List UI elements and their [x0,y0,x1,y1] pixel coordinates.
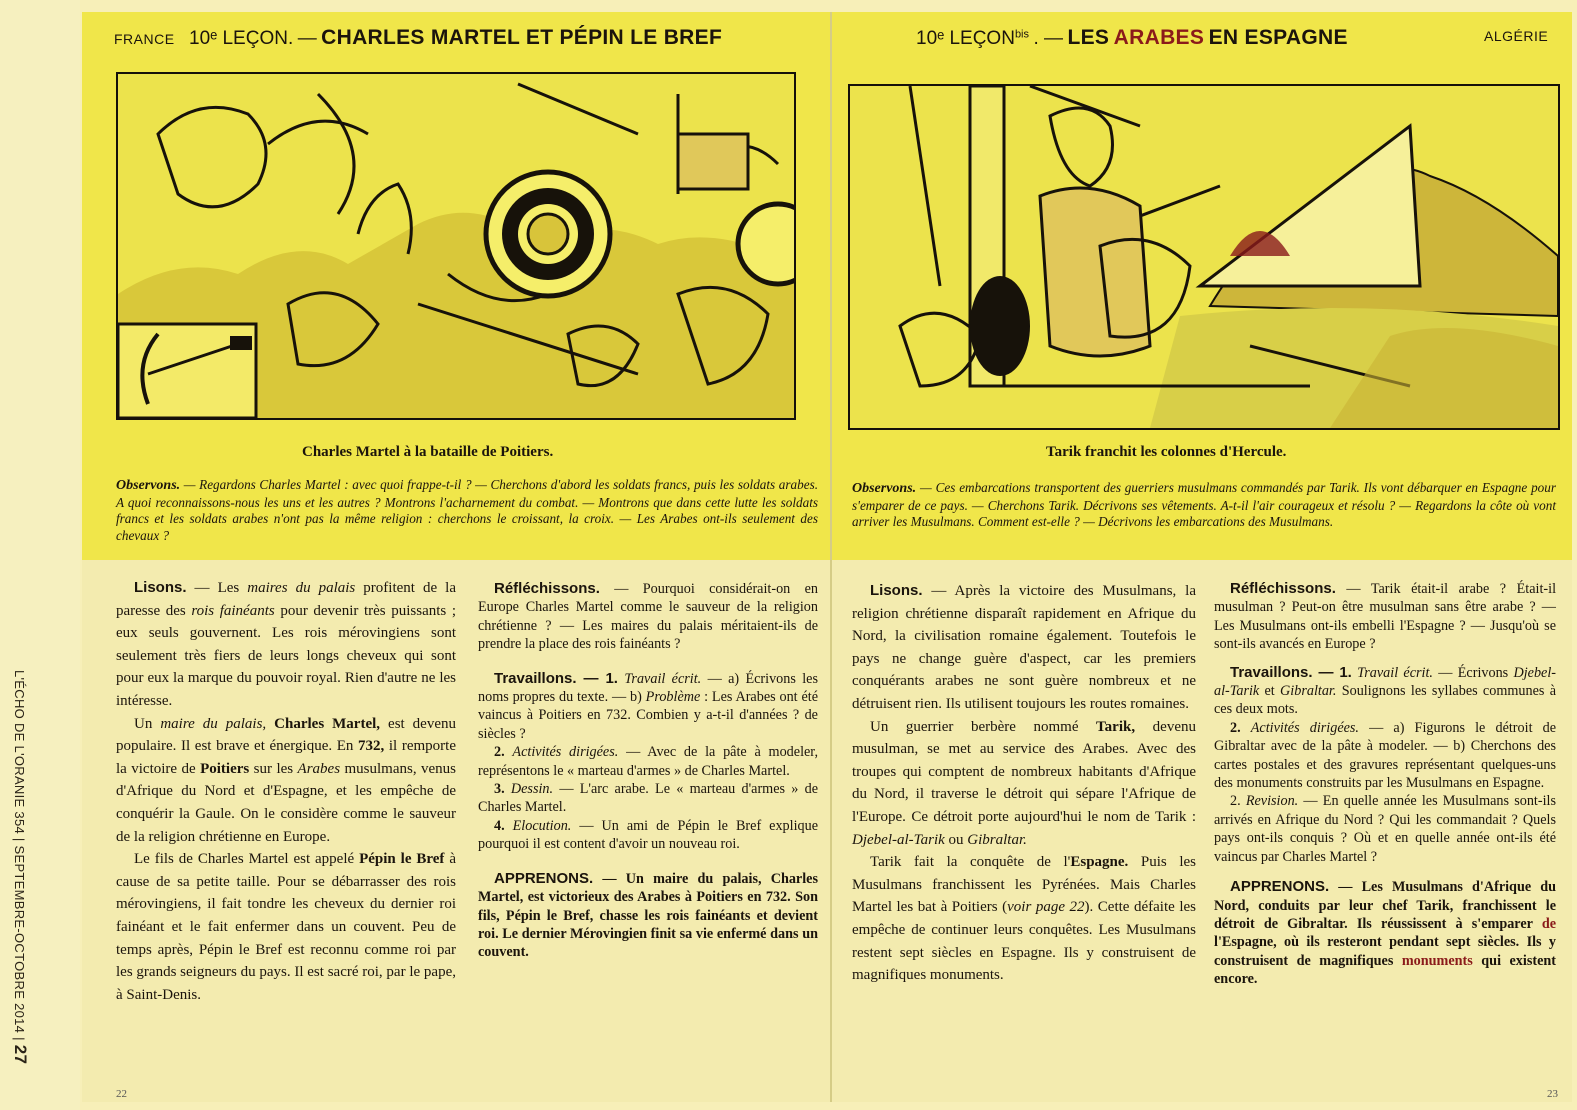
text-run: ou [944,831,968,848]
text-run: — Tarik était-il arabe ? Était-il musulman ? Peut-on être musulman sans être arabe ? — Les Musulmans ont-ils embelli l'Espagne ? — Jusqu'où se sont-ils avancés en Europe ? [1214,581,1557,653]
text-run: Activités dirigées. [512,744,619,761]
text-run: qui existent encore. [1214,952,1556,988]
text-run: et [1259,683,1281,700]
left-header-country: FRANCE [114,31,175,47]
right-lisons-label: Lisons. [870,582,923,599]
folio: 27 [11,1044,30,1065]
left-observons [116,477,818,544]
right-caption: Tarik franchit les colonnes d'Hercule. [1046,444,1287,460]
right-exercises-column [1214,580,1556,989]
left-illustration [116,72,796,420]
right-reflechissons-label: Réfléchissons. [1230,580,1336,597]
text-run: Puis les Musulmans franchissent les Pyrénées. Mais Charles Martel les bat à Poitiers ( [852,854,1197,916]
text-run: devenu musulman, se met au service des Arabes. Avec des troupes qui comptent de nombreux habitants d'Afrique du Nord, il traverse le détroit qui sépare l'Afrique de l'Europe. Ce détroit porte aujourd'hui le nom de Tarik : [852,718,1196,825]
text-run: Gibraltar. [1280,683,1337,700]
right-header [916,26,1348,50]
right-illustration [848,84,1560,430]
text-run: à cause de sa petite taille. Pour se débarrasser des rois mérovingiens, il fait tondre les cheveux du dernier roi fainéant et le fait enfermer dans un couvent. Peu de temps après, Pépin le Bref est reconnu comme roi par les grands seigneurs du pays. Il est sacré roi, par le pape, à Saint-Denis. [116,851,456,1003]
text-run: — Après la victoire des Musulmans, la religion chrétienne disparaît rapidement en Afrique du Nord, la civilisation romaine également. Toutefois le pays ne change guère d'aspect, car les premiers conquérants arabes ne sont guère nombreux et ne détruisent rien. Ils utilisent toujours les routes romaines. [852,583,1197,712]
text-run: profitent de la paresse des [116,580,456,619]
right-lisons-p2 [852,716,1196,852]
text-run: Dessin. [510,781,554,798]
text-run: 732, [358,738,385,755]
shield-emblem [486,172,610,296]
text-run: Soulignons les syllabes communes à ces deux mots. [1214,683,1556,718]
text-run: — Les Musulmans d'Afrique du Nord, conduits par leur chef Tarik, franchissent le détroit de Gibraltar. Ils réussissent à s'emparer [1214,879,1557,932]
text-run: monuments [1401,952,1473,969]
right-header-title-b: EN ESPAGNE [1208,26,1348,49]
text-run: Tarik, [1096,718,1136,735]
text-run: il remporte la victoire de [116,738,456,777]
right-observons-label: Observons. [852,481,917,496]
left-observons-label: Observons. [116,478,181,493]
right-lisons-p3 [852,851,1196,987]
spacer [1214,866,1556,878]
text-run: Revision. [1245,793,1299,810]
text-run: ). Cette défaite les empêche de continuer leurs conquêtes. Les Musulmans restent sept siècles en Espagne. Ils y construisent de magnifiques monuments. [852,899,1196,984]
text-run: Poitiers [200,760,250,777]
right-page-number: 23 [1547,1088,1558,1100]
text-run: musulmans, venus d'Afrique du Nord et d'Espagne, et les empêche de conquérir la Gaule. On le considère comme le sauveur de la religion chrétienne en Europe. [116,760,456,845]
left-header-title: CHARLES MARTEL ET PÉPIN LE BREF [321,26,723,49]
text-run: rois fainéants [191,602,275,619]
text-run: — a) Figurons le détroit de Gibraltar avec de la pâte à modeler. — b) Cherchons des cartes postales et des gravures représentant quelques-uns des monuments construits par les Musulmans en Espagne. [1214,719,1557,792]
left-lisons-p3 [116,848,456,1006]
right-apprenons-label: APPRENONS. [1230,878,1330,896]
left-header-dash: — [297,28,317,49]
text-run: — a) Écrivons les noms propres du texte. — b) [478,670,818,706]
right-header-lesson: 10ᵉ LEÇON [916,28,1015,49]
right-observons-text: — Ces embarcations transportent des guerriers musulmans commandés par Tarik. Ils vont débarquer en Espagne pour s'emparer de ce pays. — Cherchons Tarik. Décrivons ses vêtements. A-t-il l'air courageux et résolu ? — Regardons la côte où vont arriver les Musulmans. Comment est-elle ? — Décrivons les embarcations des Musulmans. [852,480,1556,529]
right-page [832,12,1572,1102]
spacer [1214,654,1556,664]
left-lisons-p2 [116,713,456,849]
left-caption: Charles Martel à la bataille de Poitiers. [302,444,554,460]
left-header [114,26,722,50]
text-run: Djebel-al-Tarik [852,831,945,848]
text-run: Gibraltar. [967,831,1027,848]
text-run: Le fils de Charles Martel est appelé [134,851,360,868]
text-run: est devenu populaire. Il est brave et énergique. En [116,715,456,755]
left-reflechissons-label: Réfléchissons. [494,580,600,597]
spacer [478,654,818,670]
text-run: — Écrivons [1438,664,1514,681]
left-apprenons-label: APPRENONS. [494,869,594,887]
text-run: Travail écrit. [1357,664,1433,681]
spacer [478,854,818,870]
text-run: pour devenir très puissants ; eux seuls gouvernent. Les rois mérovingiens sont seulement très fiers de leurs longs cheveux qui sont pour eux la marque du pouvoir royal. Rien d'autre ne les intéresse. [116,602,456,709]
text-run: — Un maire du palais, Charles Martel, est victorieux des Arabes à Poitiers en 732. Son fils, Pépin le Bref, chasse les rois fainéants et devient roi. Le dernier Mérovingien finit sa vie enfermé dans un couvent. [478,870,818,961]
text-run: Tarik fait la conquête de l' [870,854,1071,871]
text-run: sur les [249,760,298,777]
left-observons-text: — Regardons Charles Martel : avec quoi frappe-t-il ? — Cherchons d'abord les soldats francs, puis les soldats arabes. A quoi reconnaissons-nous les uns et les autres ? Montrons l'acharnement du combat. — Montrons que dans cette lutte les soldats francs et les soldats arabes n'ont pas la même religion : cherchons le croissant, la croix. — Les Arabes ont-ils seulement des chevaux ? [116,477,819,543]
left-travaillons-2 [478,743,818,780]
text-run: maire du palais, [160,715,267,732]
left-exercises-column [478,580,818,962]
text-run: Arabes [297,760,341,777]
running-head [8,670,30,1100]
left-travaillons-4 [478,817,818,854]
text-run: — Les [194,580,248,596]
text-run: 3. [494,781,505,798]
text-run: — Pourquoi considérait-on en Europe Charles Martel comme le sauveur de la religion chrétienne ? — Les maires du palais méritaient-ils de prendre la place des rois fainéants ? [478,581,818,653]
text-run: Elocution. [512,817,572,834]
left-travaillons-label: Travaillons. — 1. [494,669,618,687]
text-run: voir page 22 [1007,899,1085,916]
right-header-country: ALGÉRIE [1484,28,1549,44]
left-lisons-label: Lisons. [134,579,187,596]
text-run: 4. [494,817,505,834]
left-apprenons [478,870,818,962]
ship-illustration [850,86,1558,428]
right-lisons-p1 [852,580,1196,716]
right-header-title-red: ARABES [1113,26,1205,49]
text-run: — En quelle année les Musulmans sont-ils arrivés en Afrique du Nord ? Qui les commandait ? Quels pays ont-ils conquis ? Où et en quelle année ont-ils été vaincus par Charles Martel ? [1214,793,1556,865]
text-run: l'Espagne, où ils resteront pendant sept siècles. Ils y construisent de magnifiques [1214,934,1556,969]
text-run: Pépin le Bref [359,851,445,868]
left-page-number: 22 [116,1088,127,1100]
text-run: Espagne. [1070,854,1129,871]
right-observons [852,480,1556,531]
text-run: 2. [494,744,505,761]
text-run: Djebel-al-Tarik [1214,664,1557,700]
running-head-text: L'ÉCHO DE L'ORANIE 354 | SEPTEMBRE-OCTOBRE 2014 | [12,670,27,1041]
text-run: Activités dirigées. [1250,719,1359,736]
left-header-lesson: 10ᵉ LEÇON. [189,28,294,49]
text-run: — L'arc arabe. Le « marteau d'armes » de Charles Martel. [478,781,819,816]
right-header-title-a: LES [1067,26,1110,49]
right-travaillons-label: Travaillons. — 1. [1230,663,1352,681]
left-travaillons-1 [478,670,818,744]
text-run: — Avec de la pâte à modeler, représentons le « marteau d'armes » de Charles Martel. [478,744,819,779]
right-travaillons-2 [1214,719,1556,793]
text-run: 2. [1230,793,1241,810]
text-run: : Les Arabes ont été vaincus à Poitiers en 732. Combien y a-t-il d'années ? de siècles ? [478,689,818,742]
text-run: Problème [645,689,701,706]
text-run: de [1541,915,1556,932]
left-reflechissons [478,580,818,654]
text-run: 2. [1230,719,1241,736]
right-reflechissons [1214,580,1556,654]
right-header-dash: . — [1033,28,1064,49]
left-lisons-column [116,577,456,1006]
left-page [82,12,830,1102]
battle-illustration [118,74,794,418]
right-travaillons-3 [1214,792,1556,866]
right-lisons-column [852,580,1196,987]
text-run: Travail écrit. [624,670,702,687]
text-run: Un [134,715,161,732]
text-run: — Un ami de Pépin le Bref explique pourquoi il est content d'avoir un nouveau roi. [478,817,819,853]
right-travaillons-1 [1214,664,1556,719]
margin-strip [0,0,80,1110]
right-header-bis: bis [1014,28,1029,41]
right-apprenons [1214,878,1556,988]
left-travaillons-3 [478,780,818,817]
text-run: Charles Martel, [274,715,381,732]
text-run: maires du palais [247,580,356,596]
text-run: Un guerrier berbère nommé [870,718,1097,735]
left-lisons-p1 [116,577,456,713]
